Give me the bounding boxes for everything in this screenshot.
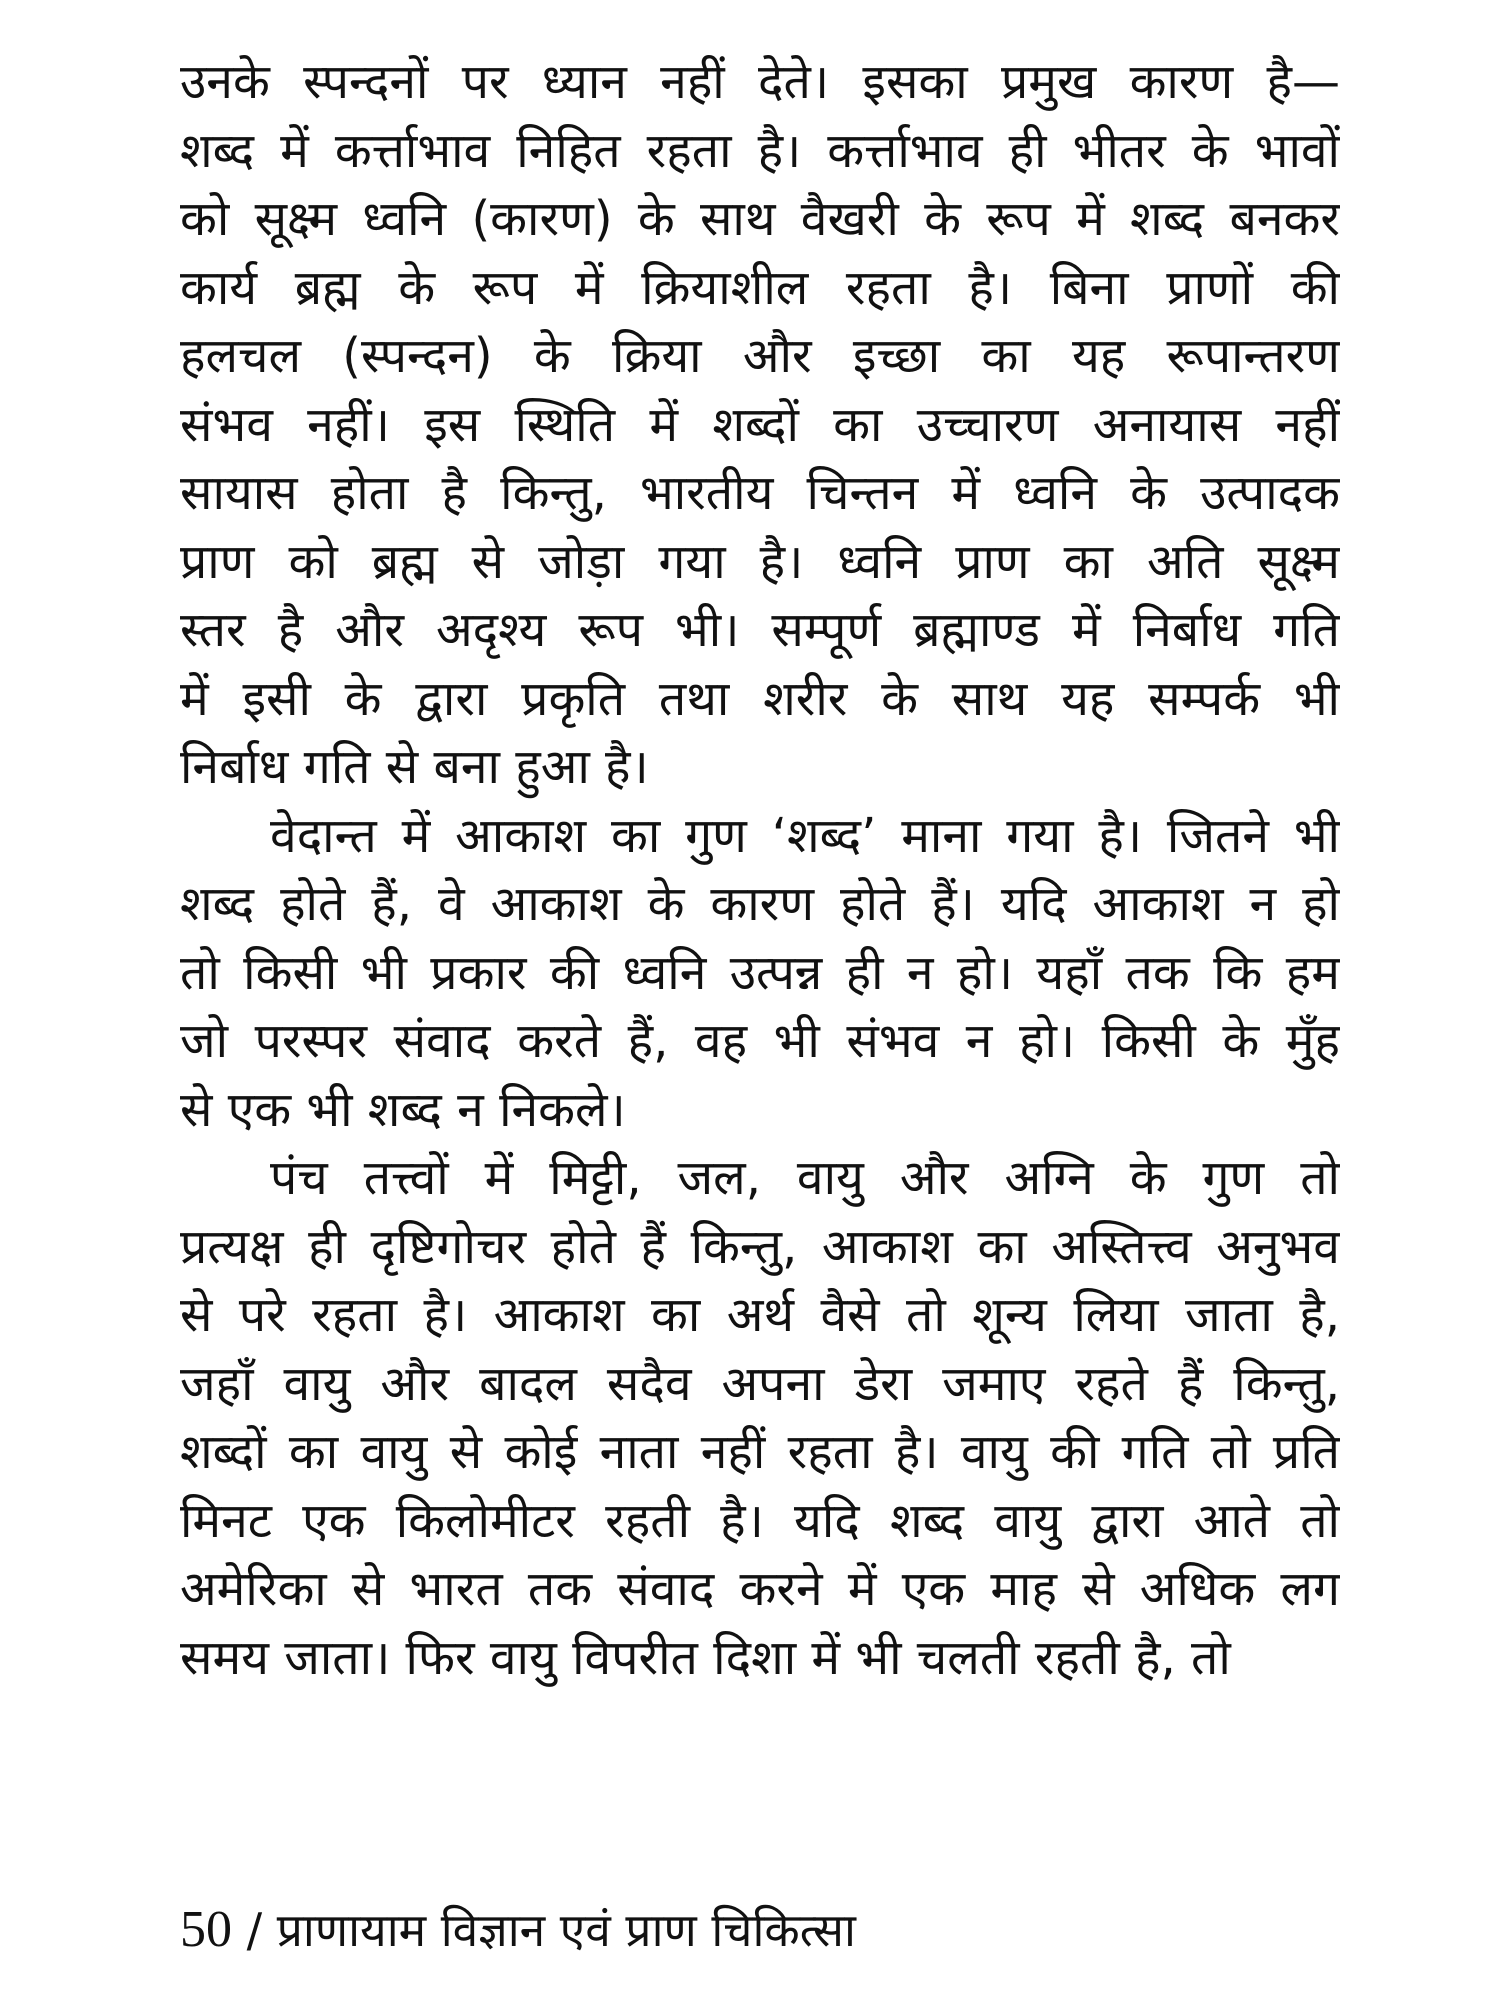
text-line: पंच तत्त्वों में मिट्टी, जल, वायु और अग्नि के गुण तो — [270, 1150, 1340, 1206]
text-line: अमेरिका से भारत तक संवाद करने में एक माह से अधिक लग — [180, 1561, 1340, 1617]
text-line: में इसी के द्वारा प्रकृति तथा शरीर के साथ यह सम्पर्क भी — [180, 670, 1340, 727]
text-line: से परे रहता है। आकाश का अर्थ वैसे तो शून्य लिया जाता है, — [180, 1287, 1340, 1343]
text-line: को सूक्ष्म ध्वनि (कारण) के साथ वैखरी के रूप में शब्द बनकर — [180, 191, 1340, 247]
text-line: सायास होता है किन्तु, भारतीय चिन्तन में ध्वनि के उत्पादक — [180, 465, 1340, 521]
text-line: कार्य ब्रह्म के रूप में क्रियाशील रहता है। बिना प्राणों की — [180, 259, 1340, 316]
text-line: हलचल (स्पन्दन) के क्रिया और इच्छा का यह रूपान्तरण — [180, 328, 1340, 384]
paragraph-3 — [180, 1144, 1340, 1692]
paragraph-1 — [180, 48, 1340, 802]
text-line: शब्द में कर्त्ताभाव निहित रहता है। कर्त्ताभाव ही भीतर के भावों — [180, 122, 1340, 179]
text-line: उनके स्पन्दनों पर ध्यान नहीं देते। इसका प्रमुख कारण है— — [180, 54, 1340, 110]
page-number: 50 — [180, 1901, 232, 1958]
text-line: शब्द होते हैं, वे आकाश के कारण होते हैं। यदि आकाश न हो — [180, 876, 1340, 932]
text-line: मिनट एक किलोमीटर रहती है। यदि शब्द वायु द्वारा आते तो — [180, 1492, 1340, 1549]
text-line: प्राण को ब्रह्म से जोड़ा गया है। ध्वनि प्राण का अति सूक्ष्म — [180, 533, 1340, 590]
text-line: जो परस्पर संवाद करते हैं, वह भी संभव न हो। किसी के मुँह — [180, 1013, 1340, 1069]
text-line: स्तर है और अदृश्य रूप भी। सम्पूर्ण ब्रह्माण्ड में निर्बाध गति — [180, 602, 1340, 658]
text-line: वेदान्त में आकाश का गुण ‘शब्द’ माना गया है। जितने भी — [270, 807, 1340, 864]
page-footer — [180, 1900, 856, 1960]
book-title: प्राणायाम विज्ञान एवं प्राण चिकित्सा — [276, 1903, 856, 1957]
body-text — [180, 48, 1340, 1692]
text-line: संभव नहीं। इस स्थिति में शब्दों का उच्चारण अनायास नहीं — [180, 396, 1340, 453]
footer-separator: / — [246, 1903, 263, 1957]
text-line: जहाँ वायु और बादल सदैव अपना डेरा जमाए रहते हैं किन्तु, — [180, 1355, 1340, 1412]
text-line: से एक भी शब्द न निकले। — [180, 1081, 626, 1138]
text-line: शब्दों का वायु से कोई नाता नहीं रहता है। वायु की गति तो प्रति — [180, 1424, 1340, 1480]
text-line: निर्बाध गति से बना हुआ है। — [180, 739, 649, 795]
paragraph-2 — [180, 802, 1340, 1145]
text-line: समय जाता। फिर वायु विपरीत दिशा में भी चलती रहती है, तो — [180, 1629, 1231, 1686]
text-line: तो किसी भी प्रकार की ध्वनि उत्पन्न ही न हो। यहाँ तक कि हम — [180, 944, 1340, 1001]
text-line: प्रत्यक्ष ही दृष्टिगोचर होते हैं किन्तु, आकाश का अस्तित्त्व अनुभव — [180, 1218, 1340, 1275]
